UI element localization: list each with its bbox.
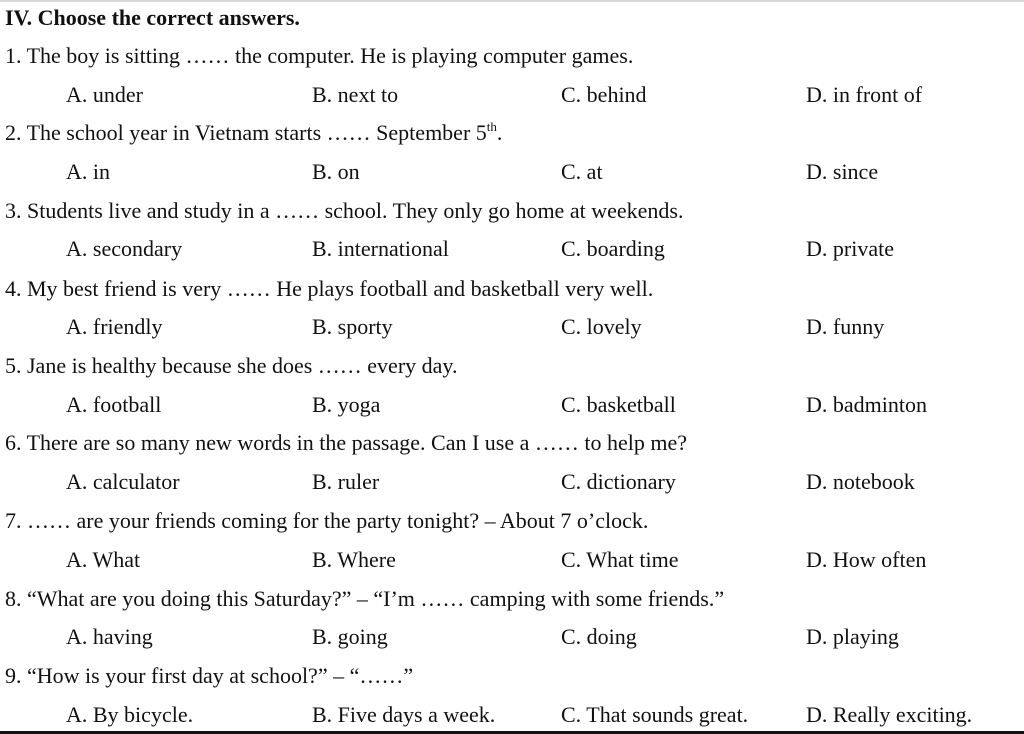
options-7 — [0, 547, 1024, 573]
question-2-superscript: th — [486, 119, 497, 134]
option-6d[interactable]: D. notebook — [806, 469, 915, 494]
options-2 — [0, 159, 1024, 185]
question-5: 5. Jane is healthy because she does …… every day. — [5, 353, 458, 378]
option-1c[interactable]: C. behind — [561, 82, 647, 107]
option-4a[interactable]: A. friendly — [66, 314, 163, 339]
option-3a[interactable]: A. secondary — [66, 236, 183, 261]
option-9a[interactable]: A. By bicycle. — [66, 702, 194, 727]
option-4d[interactable]: D. funny — [806, 314, 885, 339]
question-9: 9. “How is your first day at school?” – “……” — [5, 663, 414, 688]
option-3c[interactable]: C. boarding — [561, 236, 665, 261]
option-8a[interactable]: A. having — [66, 624, 153, 649]
question-8: 8. “What are you doing this Saturday?” – “I’m …… camping with some friends.” — [5, 586, 725, 611]
option-5b[interactable]: B. yoga — [312, 392, 381, 417]
option-8b[interactable]: B. going — [312, 624, 388, 649]
option-1d[interactable]: D. in front of — [806, 82, 923, 107]
question-2-tail: . — [496, 120, 503, 145]
options-4 — [0, 314, 1024, 340]
options-9 — [0, 702, 1024, 728]
question-2-text: 2. The school year in Vietnam starts …… September 5 — [5, 120, 487, 145]
option-2b[interactable]: B. on — [312, 159, 360, 184]
option-2d[interactable]: D. since — [806, 159, 879, 184]
option-2a[interactable]: A. in — [66, 159, 110, 184]
options-5 — [0, 392, 1024, 418]
top-rule — [0, 0, 1024, 2]
options-3 — [0, 236, 1024, 262]
question-4: 4. My best friend is very …… He plays football and basketball very well. — [5, 276, 654, 301]
options-6 — [0, 469, 1024, 495]
option-8d[interactable]: D. playing — [806, 624, 899, 649]
question-3: 3. Students live and study in a …… school. They only go home at weekends. — [5, 198, 684, 223]
option-9d[interactable]: D. Really exciting. — [806, 702, 973, 727]
option-8c[interactable]: C. doing — [561, 624, 637, 649]
option-1a[interactable]: A. under — [66, 82, 143, 107]
option-6c[interactable]: C. dictionary — [561, 469, 676, 494]
option-2c[interactable]: C. at — [561, 159, 603, 184]
option-7a[interactable]: A. What — [66, 547, 141, 572]
option-5c[interactable]: C. basketball — [561, 392, 676, 417]
option-4b[interactable]: B. sporty — [312, 314, 393, 339]
option-1b[interactable]: B. next to — [312, 82, 399, 107]
question-2 — [5, 120, 502, 146]
option-7d[interactable]: D. How often — [806, 547, 927, 572]
option-7c[interactable]: C. What time — [561, 547, 679, 572]
option-6b[interactable]: B. ruler — [312, 469, 380, 494]
options-1 — [0, 82, 1024, 108]
option-4c[interactable]: C. lovely — [561, 314, 642, 339]
option-9b[interactable]: B. Five days a week. — [312, 702, 496, 727]
option-3d[interactable]: D. private — [806, 236, 894, 261]
option-9c[interactable]: C. That sounds great. — [561, 702, 749, 727]
question-1: 1. The boy is sitting …… the computer. He is playing computer games. — [5, 43, 634, 68]
option-3b[interactable]: B. international — [312, 236, 449, 261]
option-7b[interactable]: B. Where — [312, 547, 396, 572]
question-6: 6. There are so many new words in the passage. Can I use a …… to help me? — [5, 430, 688, 455]
option-5a[interactable]: A. football — [66, 392, 162, 417]
option-6a[interactable]: A. calculator — [66, 469, 180, 494]
option-5d[interactable]: D. badminton — [806, 392, 927, 417]
options-8 — [0, 624, 1024, 650]
question-7: 7. …… are your friends coming for the party tonight? – About 7 o’clock. — [5, 508, 649, 533]
section-heading: IV. Choose the correct answers. — [5, 5, 300, 30]
